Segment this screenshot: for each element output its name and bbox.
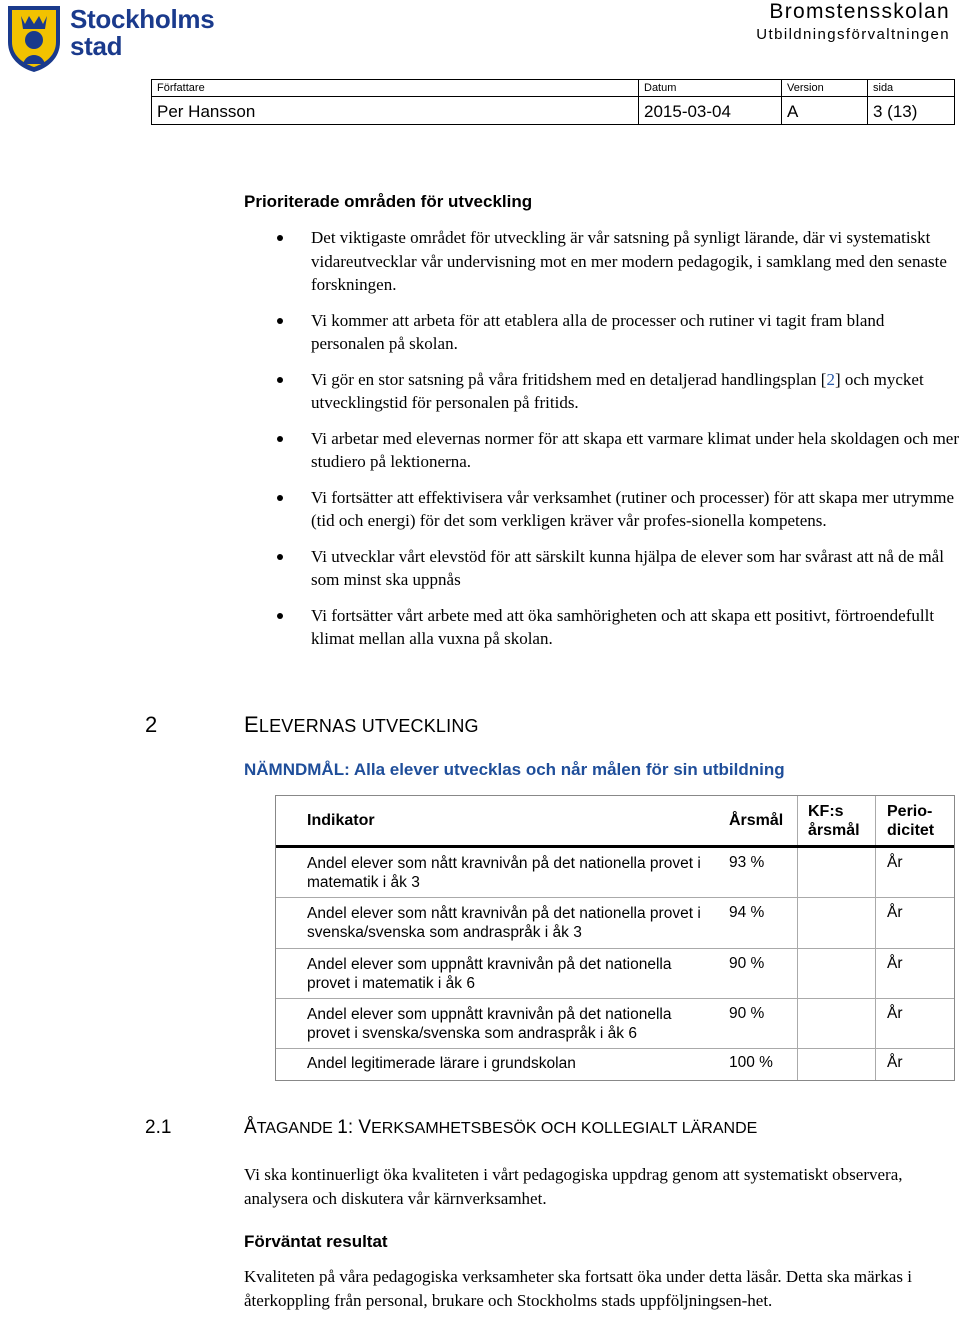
author-value: Per Hansson	[157, 102, 256, 121]
logo-line-1: Stockholms	[70, 4, 215, 34]
header-kf-goal: KF:s årsmål	[808, 803, 860, 839]
bullet-icon	[277, 436, 283, 442]
table-row: Andel elever som uppnått kravnivån på det nationella provet i svenska/svenska som andraspråk i åk 6 90 % År	[276, 999, 954, 1049]
logo-line-2: stad	[70, 31, 123, 61]
header-periodicity: Perio- dicitet	[887, 803, 935, 839]
expected-result-heading: Förväntat resultat	[244, 1232, 388, 1251]
list-item: Vi fortsätter vårt arbete med att öka samhörigheten och att skapa ett positivt, förtroendefullt klimat mellan alla vuxna på skolan.	[244, 604, 960, 651]
city-logo-text	[70, 6, 214, 59]
list-item: Vi kommer att arbeta för att etablera alla de processer och rutiner vi tagit fram bland personalen på skolan.	[244, 309, 960, 356]
school-name: Bromstensskolan	[769, 0, 950, 23]
table-row: Andel elever som uppnått kravnivån på det nationella provet i matematik i åk 6 90 % År	[276, 949, 954, 999]
subsection-number: 2.1	[145, 1117, 172, 1138]
table-row: Andel elever som nått kravnivån på det nationella provet i svenska/svenska som andraspråk i åk 3 94 % År	[276, 898, 954, 949]
indicator-table	[275, 795, 955, 1081]
chapter-number: 2	[145, 712, 158, 737]
author-cell	[152, 80, 639, 124]
priorities-heading: Prioriterade områden för utveckling	[244, 192, 533, 211]
bullet-icon	[277, 495, 283, 501]
version-cell	[782, 80, 868, 124]
list-item: Vi fortsätter att effektivisera vår verksamhet (rutiner och processer) för att skapa mer utrymme (tid och energi) för det som verkligen kräver vår profes-sionella kompetens.	[244, 486, 960, 533]
version-label: Version	[787, 82, 824, 94]
bullet-icon	[277, 554, 283, 560]
header-annual-goal: Årsmål	[729, 812, 784, 829]
administration-name: Utbildningsförvaltningen	[756, 26, 950, 43]
date-label: Datum	[644, 82, 677, 94]
table-row: Andel elever som nått kravnivån på det nationella provet i matematik i åk 3 93 % År	[276, 848, 954, 898]
priorities-list	[244, 226, 960, 663]
date-cell	[639, 80, 782, 124]
list-item: Vi gör en stor satsning på våra fritidshem med en detaljerad handlingsplan [2] och mycket utvecklingstid för personalen på fritids.	[244, 368, 960, 415]
list-item: Det viktigaste området för utveckling är vår satsning på synligt lärande, där vi systematiskt vidareutvecklar vår undervisning mot en mer modern pedagogik, i samklang med den senaste forskningen.	[244, 226, 960, 297]
reference-link[interactable]: 2	[826, 369, 835, 389]
document-info-table	[151, 79, 955, 125]
author-label: Författare	[157, 82, 205, 94]
board-goal: NÄMNDMÅL: Alla elever utvecklas och når målen för sin utbildning	[244, 760, 785, 779]
page-value: 3 (13)	[873, 102, 918, 121]
chapter-title: ELEVERNAS UTVECKLING	[244, 712, 479, 737]
table-row: Andel legitimerade lärare i grundskolan 100 % År	[307, 1054, 903, 1072]
version-value: A	[787, 102, 799, 121]
organization-name	[756, 0, 950, 45]
bullet-icon	[277, 613, 283, 619]
list-item: Vi arbetar med elevernas normer för att skapa ett varmare klimat under hela skoldagen och mer studiero på lektionerna.	[244, 427, 960, 474]
page-label: sida	[873, 82, 894, 94]
page-cell	[868, 80, 952, 124]
subsection-title: ÅTAGANDE 1: VERKSAMHETSBESÖK OCH KOLLEGIALT LÄRANDE	[244, 1117, 758, 1138]
city-crest-icon	[4, 2, 64, 74]
bullet-icon	[277, 318, 283, 324]
header-indicator: Indikator	[307, 812, 375, 829]
list-item: Vi utvecklar vårt elevstöd för att särskilt kunna hjälpa de elever som har svårast att nå de mål som minst ska uppnås	[244, 545, 960, 592]
date-value: 2015-03-04	[644, 102, 731, 121]
commitment-paragraph: Vi ska kontinuerligt öka kvaliteten i vårt pedagogiska uppdrag genom att systematiskt observera, analysera och diskutera vår kärnverksamhet.	[244, 1165, 903, 1208]
bullet-icon	[277, 235, 283, 241]
expected-result-paragraph: Kvaliteten på våra pedagogiska verksamheter ska fortsatt öka under detta läsår. Detta ska märkas i återkoppling från personal, brukare och Stockholms stads uppföljningsen-het.	[244, 1267, 912, 1310]
bullet-icon	[277, 377, 283, 383]
